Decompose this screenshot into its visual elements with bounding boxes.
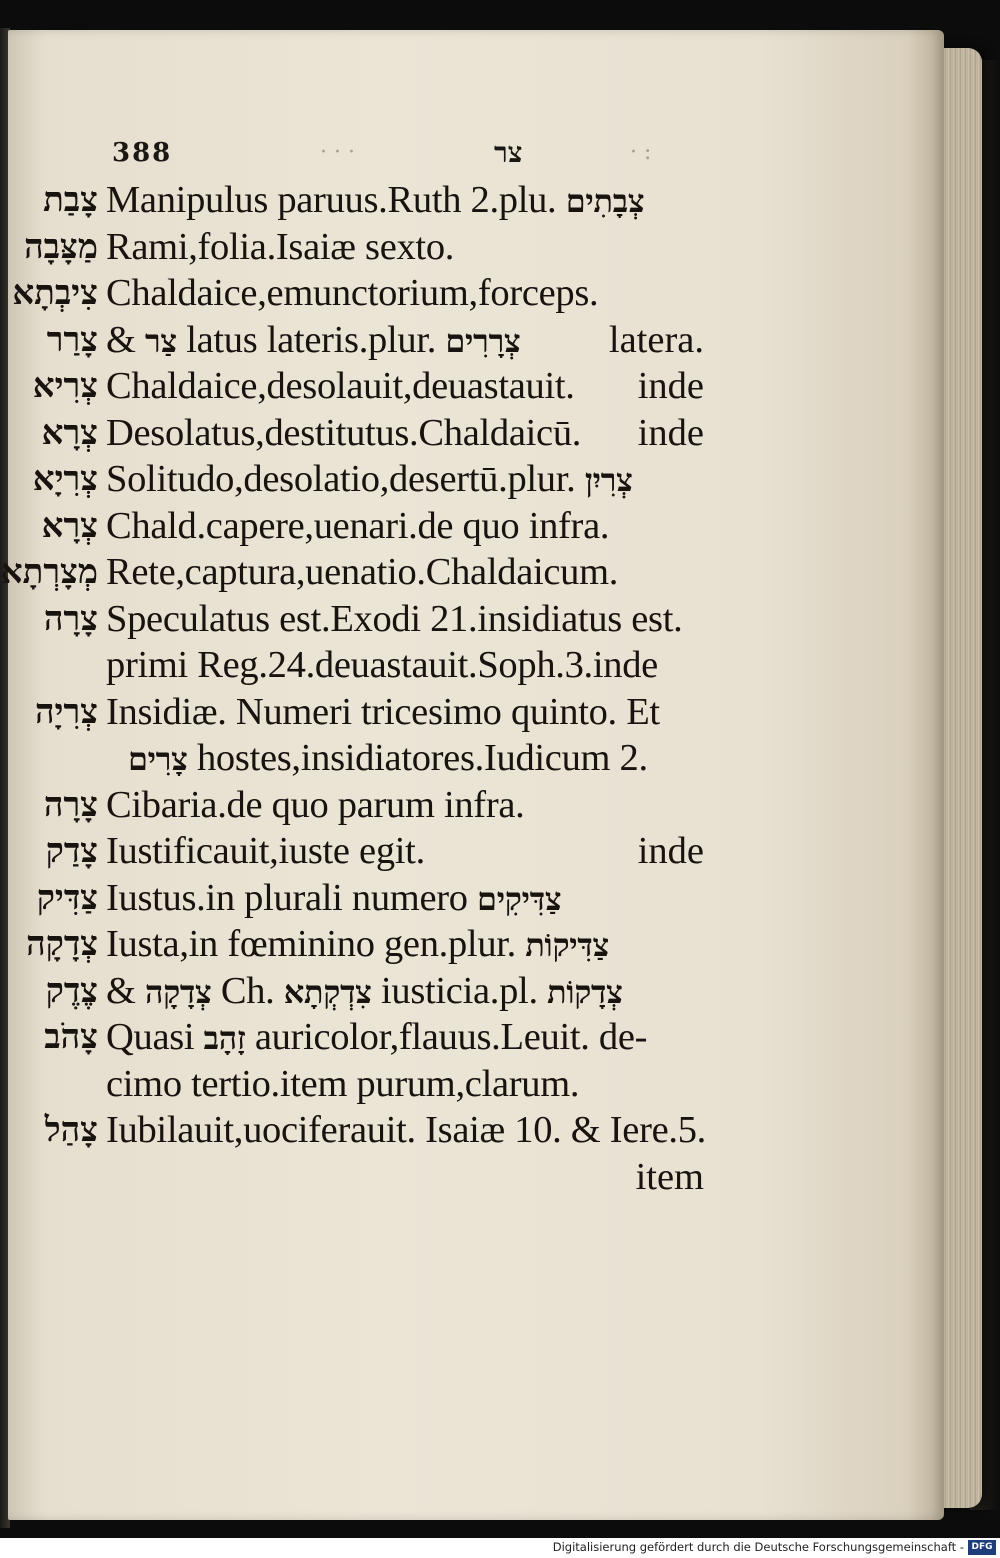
entry-line bbox=[0, 364, 720, 411]
latin-gloss bbox=[106, 457, 633, 501]
line-end-word: inde bbox=[637, 365, 704, 407]
entry-line bbox=[0, 690, 720, 737]
hebrew-inline-word: צַר bbox=[144, 321, 177, 360]
entry-line bbox=[0, 1155, 720, 1202]
latin-text: & bbox=[106, 969, 136, 1012]
latin-text: Quasi bbox=[106, 1016, 195, 1058]
latin-text: Desolatus,destitutus.Chaldaicū. bbox=[106, 411, 582, 454]
latin-text: Chaldaice,emunctorium,forceps. bbox=[106, 272, 599, 314]
hebrew-headword: צָדַק bbox=[45, 831, 98, 871]
hebrew-inline-word: צְרָרִים bbox=[445, 321, 521, 360]
latin-text: Chaldaice,desolauit,deuastauit. bbox=[106, 365, 575, 407]
latin-text: primi Reg.24.deuastauit.Soph.3.inde bbox=[106, 644, 658, 686]
latin-gloss bbox=[106, 922, 609, 966]
latin-gloss bbox=[106, 690, 660, 734]
page-header bbox=[110, 134, 710, 174]
page-number: 388 bbox=[112, 138, 173, 168]
hebrew-headword: צְרִיָא bbox=[32, 459, 98, 499]
entry-line bbox=[0, 457, 720, 504]
hebrew-inline-word: צִדְקְתָא bbox=[283, 972, 372, 1011]
latin-gloss bbox=[106, 643, 658, 687]
latin-text: auricolor,flauus.Leuit. de- bbox=[254, 1016, 648, 1058]
line-end-word: inde bbox=[637, 411, 704, 454]
entry-line bbox=[0, 922, 720, 969]
latin-text: Chald.capere,uenari.de quo infra. bbox=[106, 504, 610, 547]
dfg-logo-icon: DFG bbox=[968, 1540, 996, 1555]
latin-gloss bbox=[106, 783, 524, 827]
hebrew-inline-word: צַדִּיקוֹת bbox=[525, 926, 609, 964]
entry-line bbox=[0, 318, 720, 365]
hebrew-headword: צָהַל bbox=[44, 1110, 98, 1150]
dictionary-entries bbox=[0, 178, 720, 1201]
latin-gloss bbox=[106, 1062, 579, 1106]
header-bleed-right: · : bbox=[630, 140, 652, 165]
latin-text: Speculatus est.Exodi 21.insidiatus est. bbox=[106, 597, 683, 640]
latin-text: & bbox=[106, 318, 136, 361]
hebrew-inline-word: צָרִים bbox=[128, 740, 188, 778]
hebrew-headword: צְרָא bbox=[41, 412, 98, 453]
hebrew-headword: מְצָרְתָא bbox=[0, 552, 98, 592]
latin-gloss bbox=[106, 178, 644, 222]
hebrew-headword: צָרַר bbox=[46, 319, 98, 360]
latin-gloss bbox=[106, 597, 682, 641]
footer-bar bbox=[0, 1538, 1000, 1558]
latin-gloss bbox=[106, 411, 581, 455]
entry-line bbox=[0, 225, 720, 272]
entry-line bbox=[0, 597, 720, 644]
latin-gloss bbox=[106, 829, 425, 873]
hebrew-headword: מַצָּבָה bbox=[24, 226, 98, 267]
hebrew-inline-word: צְדָקָה bbox=[144, 972, 212, 1011]
hebrew-headword: צַדִּיק bbox=[36, 877, 98, 918]
hebrew-inline-word: צְבָתִים bbox=[565, 182, 645, 220]
line-end-word: latera. bbox=[608, 318, 704, 361]
hebrew-headword: צָרָה bbox=[43, 784, 98, 825]
latin-text: Rami,folia.Isaiæ sexto. bbox=[106, 225, 455, 268]
line-end-word: item bbox=[635, 1155, 704, 1198]
entry-line bbox=[0, 1062, 720, 1109]
hebrew-inline-word: צְרִיִן bbox=[584, 461, 633, 499]
latin-text: iusticia.pl. bbox=[380, 969, 538, 1012]
hebrew-headword: צְרָא bbox=[41, 505, 98, 546]
entry-line bbox=[0, 411, 720, 458]
latin-text: Iusta,in fœminino gen.plur. bbox=[106, 923, 517, 965]
latin-gloss bbox=[106, 876, 561, 920]
entry-line bbox=[0, 829, 720, 876]
latin-text: Rete,captura,uenatio.Chaldaicum. bbox=[106, 551, 619, 593]
entry-line bbox=[0, 271, 720, 318]
entry-line bbox=[0, 504, 720, 551]
latin-text: hostes,insidiatores.Iudicum 2. bbox=[196, 737, 648, 779]
latin-gloss bbox=[106, 550, 618, 594]
entry-line bbox=[0, 178, 720, 225]
latin-text: Iubilauit,uociferauit. Isaiæ 10. & Iere.5. bbox=[106, 1109, 706, 1151]
latin-gloss bbox=[106, 504, 609, 548]
hebrew-headword: צָבַת bbox=[43, 180, 98, 220]
entry-line bbox=[0, 550, 720, 597]
latin-text: Iustus.in plurali numero bbox=[106, 876, 468, 919]
latin-gloss bbox=[106, 318, 520, 362]
hebrew-inline-word: צְדָקוֹת bbox=[547, 972, 623, 1011]
hebrew-headword: צָרָה bbox=[43, 598, 98, 639]
entry-line bbox=[0, 783, 720, 830]
latin-text: latus lateris.plur. bbox=[186, 318, 437, 361]
latin-gloss bbox=[106, 1015, 647, 1059]
latin-text: Insidiæ. Numeri tricesimo quinto. Et bbox=[106, 690, 660, 733]
latin-gloss bbox=[106, 225, 454, 269]
latin-text: Iustificauit,iuste egit. bbox=[106, 830, 425, 872]
hebrew-inline-word: זָהָב bbox=[203, 1019, 246, 1057]
hebrew-headword: צְרִיא bbox=[32, 366, 98, 406]
latin-gloss bbox=[106, 364, 575, 408]
line-end-word: inde bbox=[637, 830, 704, 872]
latin-text: Cibaria.de quo parum infra. bbox=[106, 783, 525, 826]
hebrew-headword: צְרִיָה bbox=[35, 691, 98, 732]
entry-line bbox=[0, 1015, 720, 1062]
header-bleed-left: · · · bbox=[320, 140, 355, 165]
latin-text: cimo tertio.item purum,clarum. bbox=[106, 1062, 580, 1105]
entry-line bbox=[0, 643, 720, 690]
hebrew-headword: צָהֹב bbox=[44, 1017, 98, 1057]
latin-gloss bbox=[106, 271, 598, 315]
latin-gloss bbox=[128, 736, 648, 780]
latin-text: Manipulus paruus.Ruth 2.plu. bbox=[106, 179, 557, 221]
latin-text: Ch. bbox=[220, 969, 275, 1012]
entry-line bbox=[0, 736, 720, 783]
entry-line bbox=[0, 969, 720, 1016]
entry-line bbox=[0, 876, 720, 923]
latin-text: Solitudo,desolatio,desertū.plur. bbox=[106, 458, 576, 500]
hebrew-inline-word: צַדִּיקִים bbox=[477, 879, 562, 918]
hebrew-headword: צֶדֶק bbox=[45, 970, 98, 1011]
hebrew-headword: צְדָקָה bbox=[26, 924, 98, 964]
latin-gloss bbox=[106, 1108, 706, 1152]
latin-gloss bbox=[106, 969, 623, 1013]
entry-line bbox=[0, 1108, 720, 1155]
running-head: צר bbox=[494, 136, 523, 169]
hebrew-headword: צִיבְתָא bbox=[12, 273, 98, 313]
footer-credit: Digitalisierung gefördert durch die Deutsche Forschungsgemeinschaft - bbox=[552, 1540, 964, 1554]
